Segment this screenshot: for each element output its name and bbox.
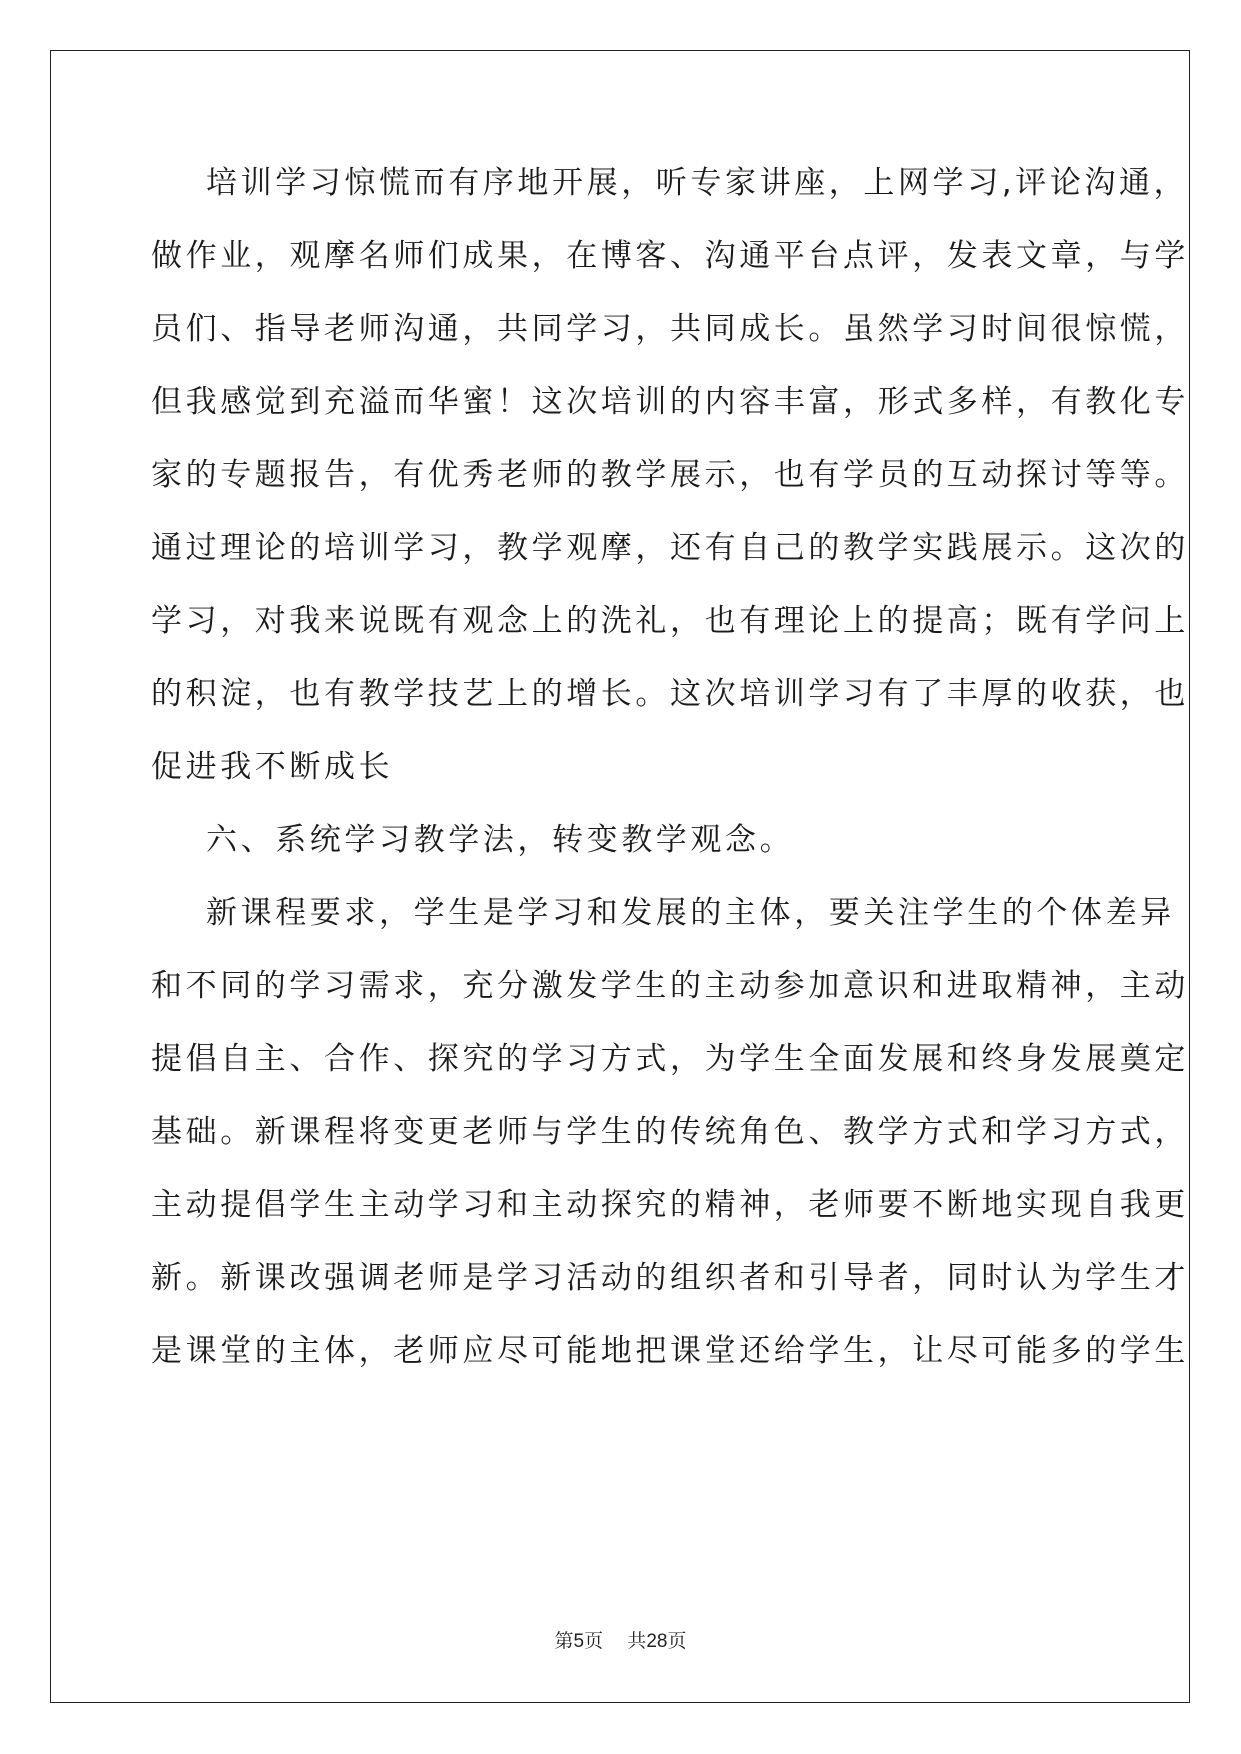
paragraph-line: 新。新课改强调老师是学习活动的组织者和引导者，同时认为学生才 <box>151 1260 1189 1296</box>
page-suffix: 页 <box>584 1630 604 1652</box>
paragraph-line: 新课程要求，学生是学习和发展的主体，要关注学生的个体差异 <box>206 895 1175 931</box>
paragraph-line: 促进我不断成长 <box>151 749 394 785</box>
page-footer <box>0 1626 1241 1653</box>
page-border <box>50 50 1190 1703</box>
paragraph-line: 通过理论的培训学习，教学观摩，还有自己的教学实践展示。这次的 <box>151 530 1189 566</box>
paragraph-line: 是课堂的主体，老师应尽可能地把课堂还给学生，让尽可能多的学生 <box>151 1333 1189 1369</box>
paragraph-line: 学习，对我来说既有观念上的洗礼，也有理论上的提高；既有学问上 <box>151 603 1189 639</box>
total-prefix: 共 <box>627 1630 647 1652</box>
section-heading: 六、系统学习教学法，转变教学观念。 <box>206 822 795 858</box>
paragraph-line: 基础。新课程将变更老师与学生的传统角色、教学方式和学习方式， <box>151 1114 1189 1150</box>
paragraph-line: 做作业，观摩名师们成果，在博客、沟通平台点评，发表文章，与学 <box>151 238 1189 274</box>
paragraph-line: 主动提倡学生主动学习和主动探究的精神，老师要不断地实现自我更 <box>151 1187 1189 1223</box>
total-suffix: 页 <box>667 1630 687 1652</box>
paragraph-line: 的积淀，也有教学技艺上的增长。这次培训学习有了丰厚的收获，也 <box>151 676 1189 712</box>
paragraph-line: 家的专题报告，有优秀老师的教学展示，也有学员的互动探讨等等。 <box>151 457 1189 493</box>
paragraph-line: 但我感觉到充溢而华蜜！这次培训的内容丰富，形式多样，有教化专 <box>151 384 1189 420</box>
total-pages: 28 <box>646 1631 668 1652</box>
paragraph-line: 提倡自主、合作、探究的学习方式，为学生全面发展和终身发展奠定 <box>151 1041 1189 1077</box>
page-prefix: 第 <box>554 1630 574 1652</box>
paragraph-line: 员们、指导老师沟通，共同学习，共同成长。虽然学习时间很惊慌， <box>151 311 1189 347</box>
paragraph-line: 培训学习惊慌而有序地开展，听专家讲座，上网学习,评论沟通， <box>206 165 1189 201</box>
page-number: 5 <box>573 1631 585 1652</box>
paragraph-line: 和不同的学习需求，充分激发学生的主动参加意识和进取精神，主动 <box>151 968 1189 1004</box>
